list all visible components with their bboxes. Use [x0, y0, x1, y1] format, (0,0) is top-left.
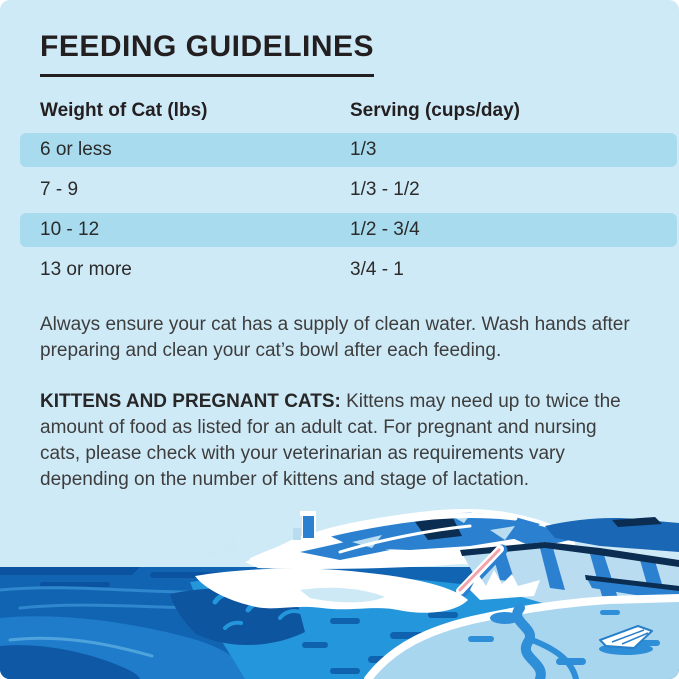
coastal-illustration — [0, 490, 679, 679]
cell-serving: 1/3 — [350, 139, 377, 160]
kittens-note — [40, 389, 641, 493]
table-row — [20, 253, 677, 287]
table-header-row — [20, 97, 677, 125]
lighthouse-icon — [293, 511, 316, 540]
cell-serving: 3/4 - 1 — [350, 259, 404, 280]
water-note: Always ensure your cat has a supply of clean water. Wash hands after preparing and clean your cat’s bowl after each feeding. — [40, 314, 630, 361]
cell-serving: 1/2 - 3/4 — [350, 219, 420, 240]
table-row — [20, 173, 677, 207]
table-row — [20, 133, 677, 167]
column-header-serving: Serving (cups/day) — [350, 100, 520, 121]
kittens-note-label: KITTENS AND PREGNANT CATS: — [40, 391, 341, 412]
column-header-weight: Weight of Cat (lbs) — [40, 100, 208, 121]
cell-weight: 13 or more — [40, 259, 132, 280]
table-row — [20, 213, 677, 247]
cell-serving: 1/3 - 1/2 — [350, 179, 420, 200]
cell-weight: 7 - 9 — [40, 179, 79, 200]
page-title: FEEDING GUIDELINES — [40, 30, 374, 77]
cell-weight: 6 or less — [40, 139, 112, 160]
feeding-table — [20, 97, 677, 287]
kittens-note-text: Kittens may need up to twice the amount of food as listed for an adult cat. For pregnant and nursing cats, please check with your veterinarian as requirements vary depending on the number of kittens and stage of lactation. — [40, 391, 621, 490]
cell-weight: 10 - 12 — [40, 219, 100, 240]
